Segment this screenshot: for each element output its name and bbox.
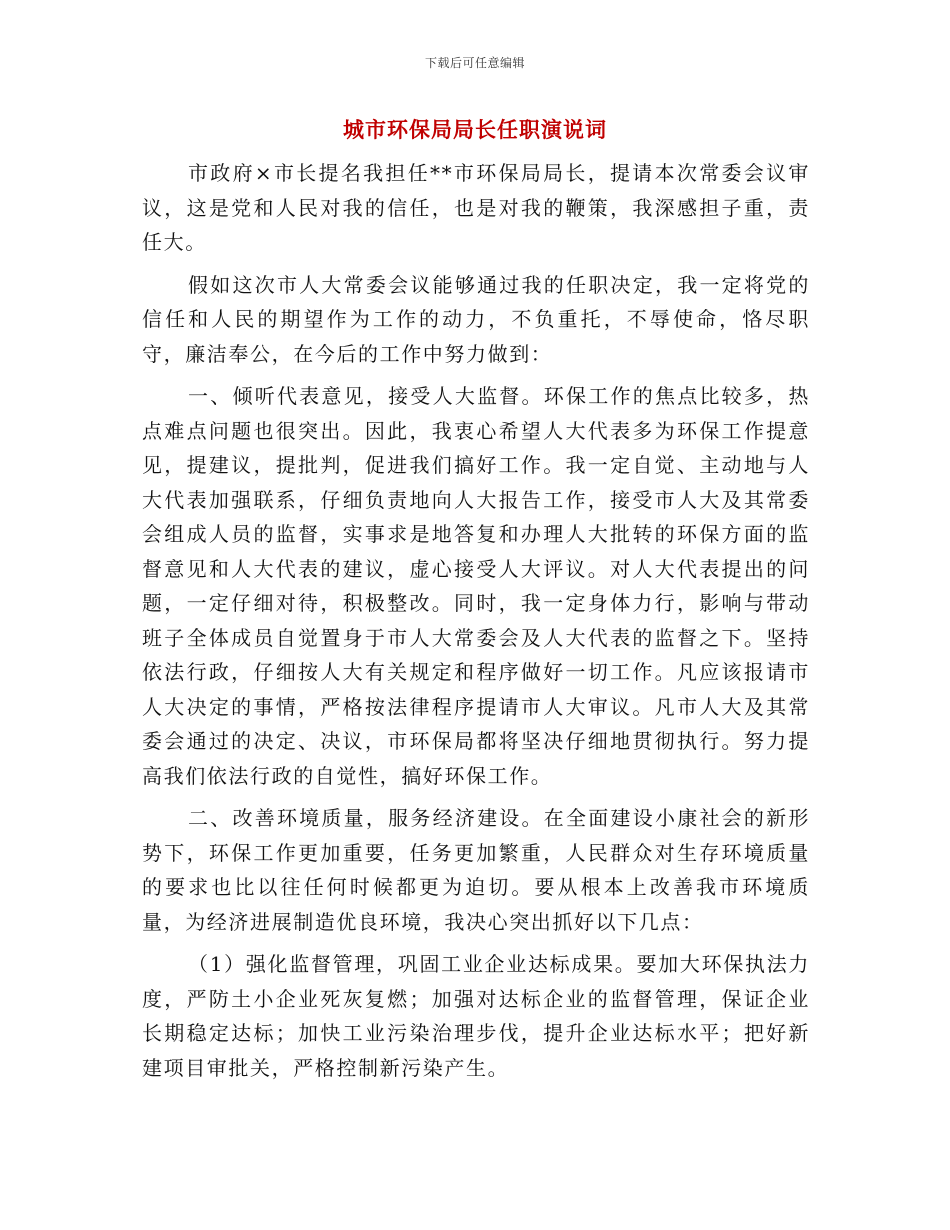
paragraph-1: 市政府×市长提名我担任**市环保局局长，提请本次常委会议审议，这是党和人民对我的信任，也是对我的鞭策，我深感担子重，责任大。 <box>142 161 810 254</box>
document-body <box>142 156 810 1093</box>
paragraph-2: 假如这次市人大常委会议能够通过我的任职决定，我一定将党的信任和人民的期望作为工作的动力，不负重托，不辱使命，恪尽职守，廉洁奉公，在今后的工作中努力做到： <box>142 272 810 366</box>
document-title: 城市环保局局长任职演说词 <box>343 117 607 142</box>
header-note: 下载后可任意编辑 <box>424 56 525 70</box>
paragraph-4: 二、改善环境质量，服务经济建设。在全面建设小康社会的新形势下，环保工作更加重要，任务更加繁重，人民群众对生存环境质量的要求也比以往任何时候都更为迫切。要从根本上改善我市环境质量，为经济进展制造优良环境，我决心突出抓好以下几点： <box>142 806 810 934</box>
paragraph-3: 一、倾听代表意见，接受人大监督。环保工作的焦点比较多，热点难点问题也很突出。因此，我衷心希望人大代表多为环保工作提意见，提建议，提批判，促进我们搞好工作。我一定自觉、主动地与人大代表加强联系，仔细负责地向人大报告工作，接受市人大及其常委会组成人员的监督，实事求是地答复和办理人大批转的环保方面的监督意见和人大代表的建议，虚心接受人大评议。对人大代表提出的问题，一定仔细对待，积极整改。同时，我一定身体力行，影响与带动班子全体成员自觉置身于市人大常委会及人大代表的监督之下。坚持依法行政，仔细按人大有关规定和程序做好一切工作。凡应该报请市人大决定的事情，严格按法律程序提请市人大审议。凡市人大及其常委会通过的决定、决议，市环保局都将坚决仔细地贯彻执行。努力提高我们依法行政的自觉性，搞好环保工作。 <box>142 384 810 788</box>
paragraph-5: （1）强化监督管理，巩固工业企业达标成果。要加大环保执法力度，严防土小企业死灰复燃；加强对达标企业的监督管理，保证企业长期稳定达标；加快工业污染治理步伐，提升企业达标水平；把好新建项目审批关，严格控制新污染产生。 <box>142 952 810 1080</box>
